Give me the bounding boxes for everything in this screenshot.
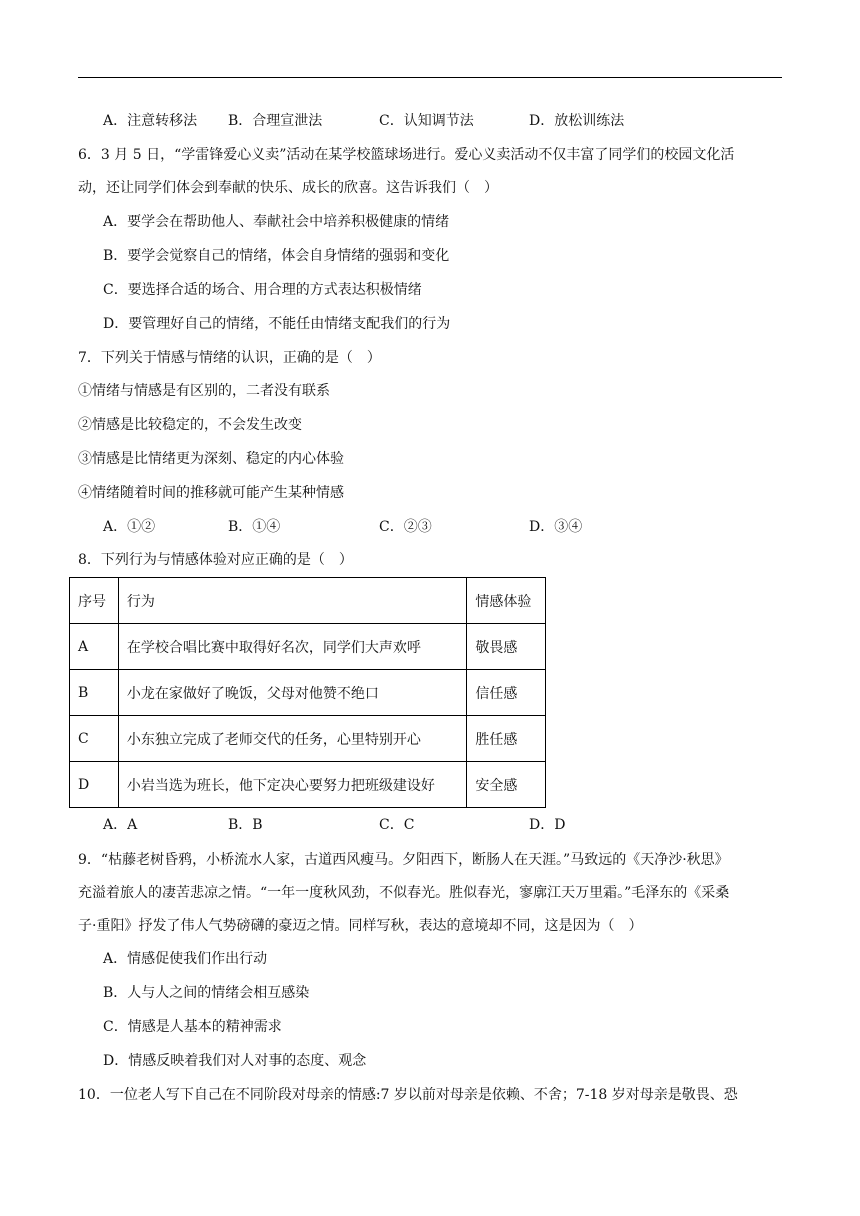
- header-cell-index: 序号: [70, 578, 119, 624]
- q7-option-c: C．②③: [379, 519, 432, 535]
- q9-stem-line2: 充溢着旅人的凄苦悲凉之情。“一年一度秋风劲，不似春光。胜似春光，寥廓江天万里霜。”毛泽东的《采桑: [78, 885, 730, 901]
- table-header-row: [70, 578, 546, 624]
- row-behavior: 小东独立完成了老师交代的任务，心里特别开心: [118, 716, 467, 762]
- table-row: [70, 716, 546, 762]
- q5-option-b: B．合理宣泄法: [228, 113, 323, 129]
- header-rule: [78, 77, 782, 78]
- row-feeling: 信任感: [467, 670, 546, 716]
- table-row: [70, 624, 546, 670]
- header-cell-behavior: 行为: [118, 578, 467, 624]
- q8-option-c: C．C: [379, 817, 415, 833]
- q9-option-a: A．情感促使我们作出行动: [103, 951, 268, 967]
- row-index: C: [70, 716, 119, 762]
- q7-option-a: A．①②: [103, 519, 156, 535]
- row-behavior: 小龙在家做好了晚饭，父母对他赞不绝口: [118, 670, 467, 716]
- q9-stem-line3: 子·重阳》抒发了伟人气势磅礴的豪迈之情。同样写秋，表达的意境却不同，这是因为（ ）: [78, 918, 643, 934]
- q7-stem: 7．下列关于情感与情绪的认识，正确的是（ ）: [78, 350, 381, 366]
- q6-option-c: C．要选择合适的场合、用合理的方式表达积极情绪: [103, 282, 422, 298]
- table-row: [70, 670, 546, 716]
- q8-option-b: B．B: [228, 817, 263, 833]
- q10-stem-line1: 10．一位老人写下自己在不同阶段对母亲的情感:7 岁以前对母亲是依赖、不舍；7-18 岁对母亲是敬畏、恐: [78, 1087, 738, 1103]
- q5-option-a: A．注意转移法: [103, 113, 198, 129]
- q6-option-a: A．要学会在帮助他人、奉献社会中培养积极健康的情绪: [103, 214, 450, 230]
- q6-option-d: D．要管理好自己的情绪，不能任由情绪支配我们的行为: [103, 316, 451, 332]
- q9-option-c: C．情感是人基本的精神需求: [103, 1019, 282, 1035]
- q5-option-d: D．放松训练法: [529, 113, 625, 129]
- row-feeling: 敬畏感: [467, 624, 546, 670]
- q7-statement-1: ①情绪与情感是有区别的，二者没有联系: [78, 383, 330, 399]
- q7-option-d: D．③④: [529, 519, 583, 535]
- q9-option-b: B．人与人之间的情绪会相互感染: [103, 985, 310, 1001]
- row-index: B: [70, 670, 119, 716]
- q6-option-b: B．要学会觉察自己的情绪，体会自身情绪的强弱和变化: [103, 248, 450, 264]
- row-index: A: [70, 624, 119, 670]
- row-feeling: 安全感: [467, 762, 546, 808]
- q5-option-c: C．认知调节法: [379, 113, 474, 129]
- q9-option-d: D．情感反映着我们对人对事的态度、观念: [103, 1053, 367, 1069]
- row-behavior: 在学校合唱比赛中取得好名次，同学们大声欢呼: [118, 624, 467, 670]
- q8-option-a: A．A: [103, 817, 138, 833]
- header-cell-feeling: 情感体验: [467, 578, 546, 624]
- q7-statement-4: ④情绪随着时间的推移就可能产生某种情感: [78, 485, 344, 501]
- table-row: [70, 762, 546, 808]
- q6-stem-line1: 6．3 月 5 日，“学雷锋爱心义卖”活动在某学校篮球场进行。爱心义卖活动不仅丰富了同学们的校园文化活: [78, 147, 735, 163]
- q8-stem: 8．下列行为与情感体验对应正确的是（ ）: [78, 552, 353, 568]
- row-feeling: 胜任感: [467, 716, 546, 762]
- q8-option-d: D．D: [529, 817, 566, 833]
- row-behavior: 小岩当选为班长，他下定决心要努力把班级建设好: [118, 762, 467, 808]
- q9-stem-line1: 9．“枯藤老树昏鸦，小桥流水人家，古道西风瘦马。夕阳西下，断肠人在天涯。”马致远的《天净沙·秋思》: [78, 852, 729, 868]
- q7-statement-3: ③情感是比情绪更为深刻、稳定的内心体验: [78, 451, 344, 467]
- row-index: D: [70, 762, 119, 808]
- q7-option-b: B．①④: [228, 519, 281, 535]
- q7-statement-2: ②情感是比较稳定的，不会发生改变: [78, 417, 302, 433]
- q8-table: [69, 577, 546, 808]
- q6-stem-line2: 动，还让同学们体会到奉献的快乐、成长的欣喜。这告诉我们（ ）: [78, 180, 498, 196]
